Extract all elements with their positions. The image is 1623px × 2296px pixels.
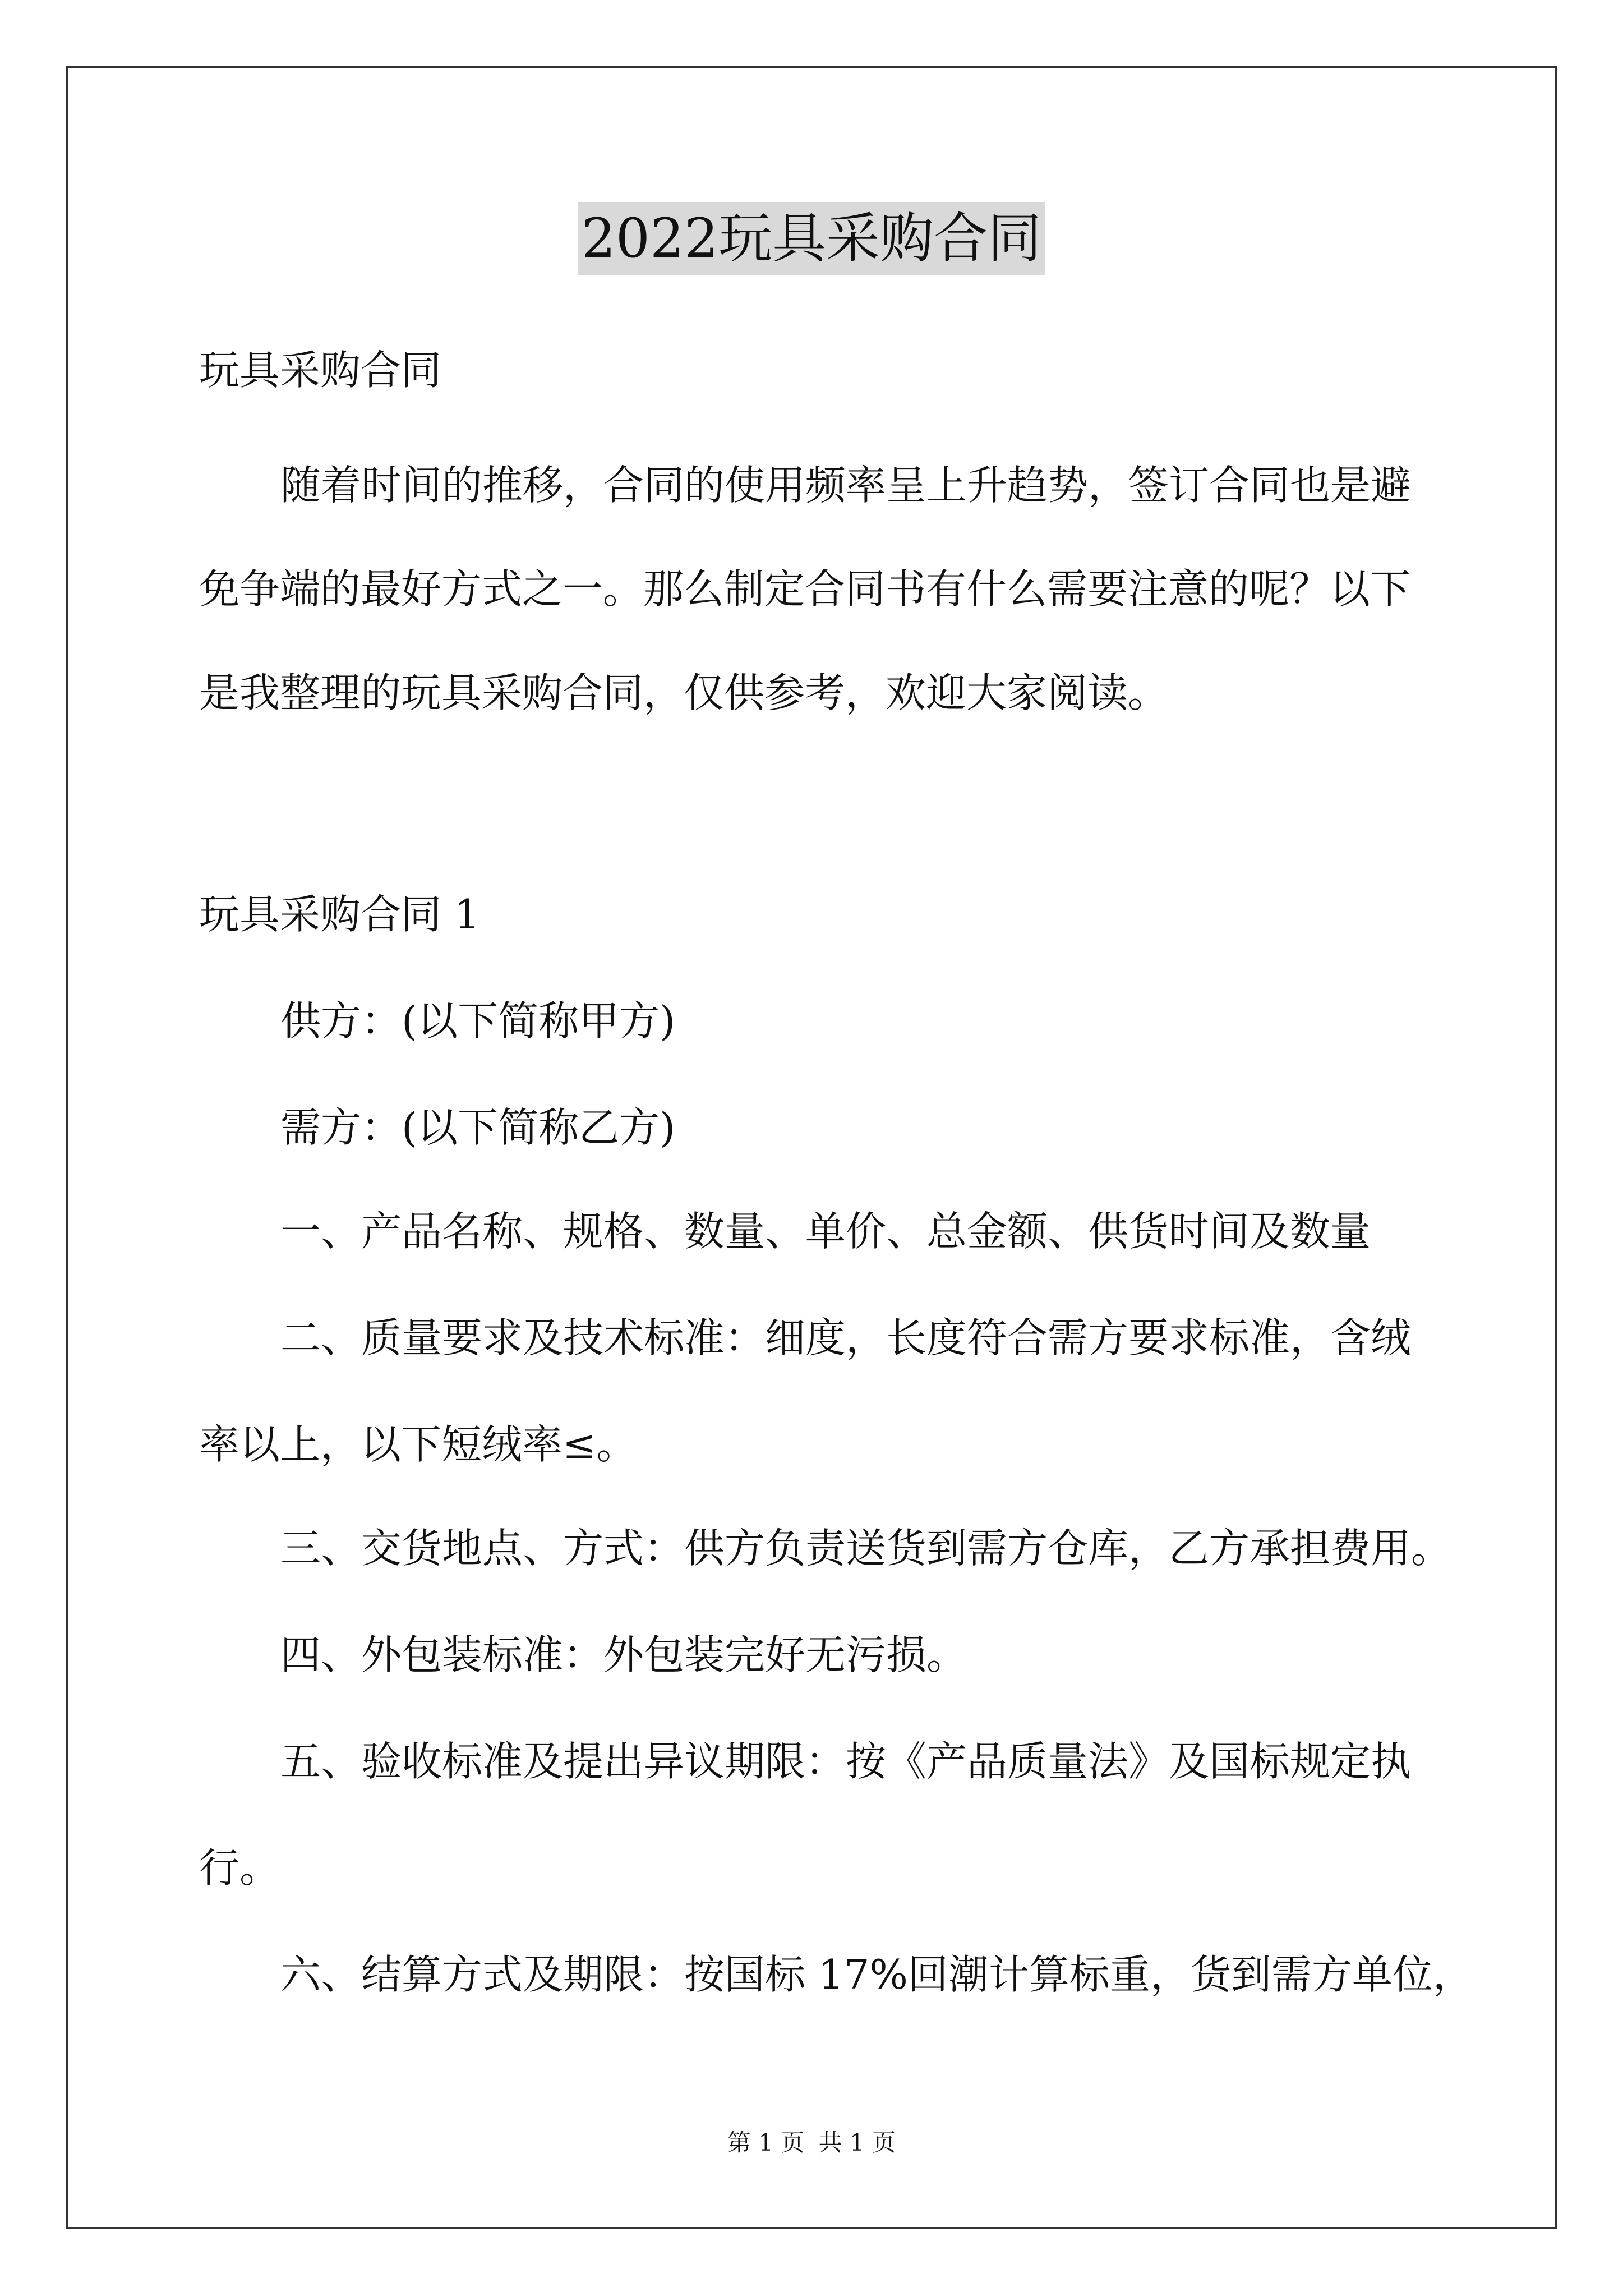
paragraph-line: 随着时间的推移，合同的使用频率呈上升趋势，签订合同也是避	[280, 462, 1412, 509]
paragraph-line: 供方：(以下简称甲方)	[280, 997, 676, 1045]
document-title: 2022玩具采购合同	[578, 202, 1045, 275]
page-footer	[0, 2126, 1623, 2160]
paragraph-line: 一、产品名称、规格、数量、单价、总金额、供货时间及数量	[280, 1208, 1371, 1255]
paragraph-line: 三、交货地点、方式：供方负责送货到需方仓库，乙方承担费用。	[280, 1525, 1452, 1572]
page-total: 共 1 页	[818, 2129, 896, 2156]
paragraph-line: 免争端的最好方式之一。那么制定合同书有什么需要注意的呢？以下	[199, 565, 1411, 613]
title-container	[0, 202, 1623, 275]
paragraph-line: 行。	[199, 1844, 280, 1892]
paragraph-line: 六、结算方式及期限：按国标 17%回潮计算标重，货到需方单位，	[280, 1951, 1473, 1998]
section-heading: 玩具采购合同 1	[199, 891, 480, 938]
paragraph-line: 四、外包装标准：外包装完好无污损。	[280, 1631, 967, 1678]
paragraph-line: 是我整理的玩具采购合同，仅供参考，欢迎大家阅读。	[199, 669, 1169, 716]
section-heading: 玩具采购合同	[199, 347, 442, 394]
paragraph-line: 二、质量要求及技术标准：细度，长度符合需方要求标准，含绒	[280, 1314, 1412, 1361]
paragraph-line: 需方：(以下简称乙方)	[280, 1104, 676, 1151]
page-number: 第 1 页	[727, 2129, 805, 2156]
paragraph-line: 五、验收标准及提出异议期限：按《产品质量法》及国标规定执	[280, 1738, 1412, 1785]
paragraph-line: 率以上，以下短绒率≤。	[199, 1421, 637, 1468]
